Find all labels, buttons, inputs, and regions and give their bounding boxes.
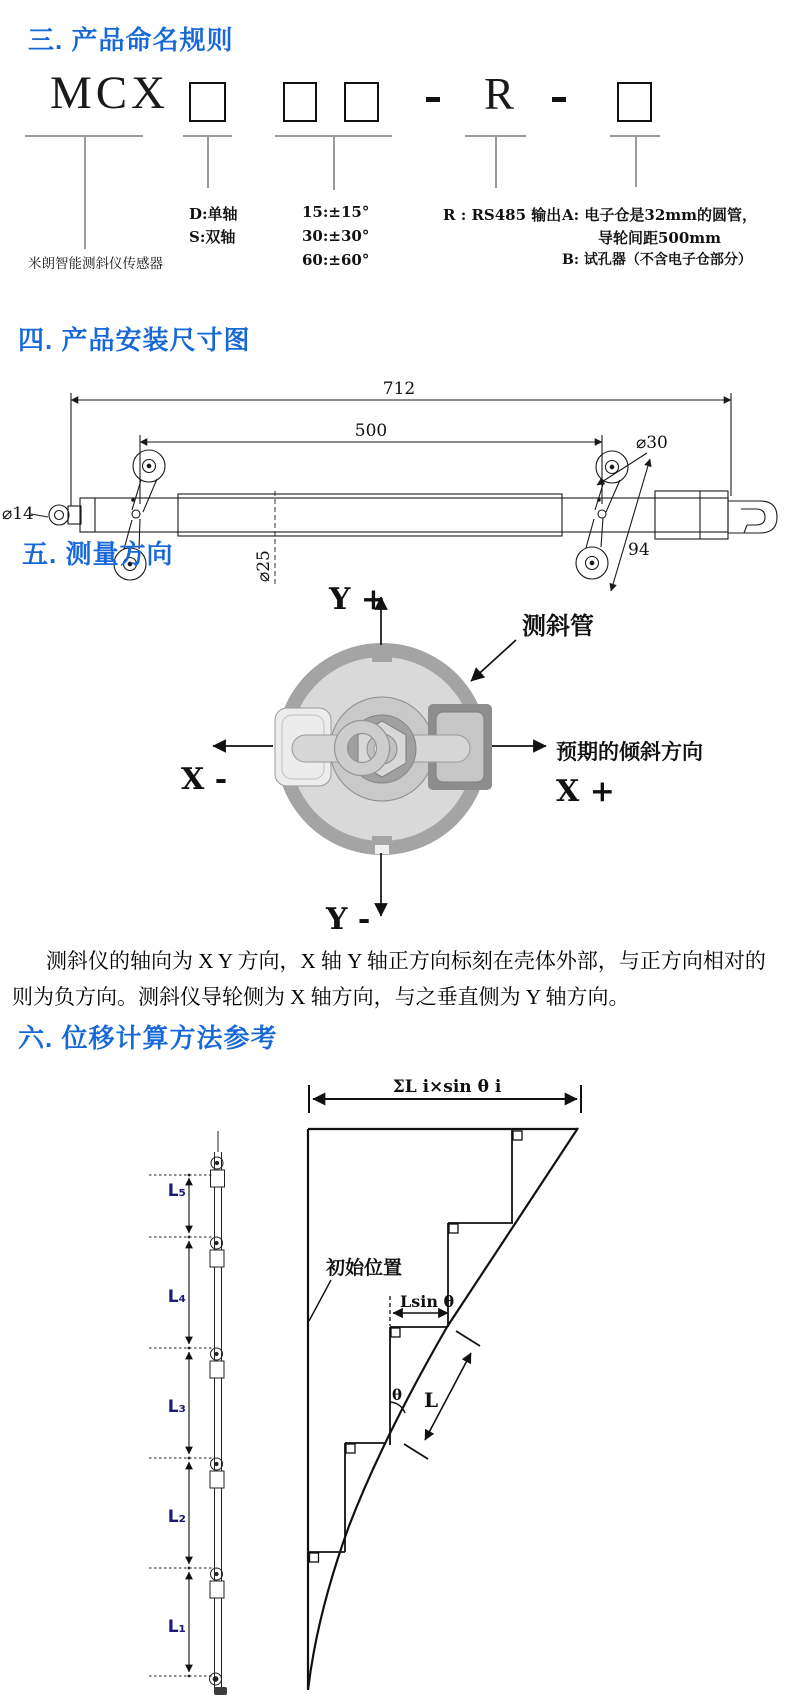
axis-label-y-minus: Y - — [326, 902, 371, 937]
section-naming — [0, 0, 790, 285]
dash-separator-2 — [552, 97, 566, 102]
segment-label-5: L₅ — [167, 1181, 186, 1201]
inclinometer-cross-section — [275, 643, 492, 855]
staircase-figure — [308, 1128, 578, 1690]
segment-label-3: L₃ — [167, 1397, 186, 1417]
legend-range-60: 60:±60° — [302, 251, 370, 269]
guide-wheel-top-left — [132, 450, 165, 518]
initial-position-label: 初始位置 — [326, 1258, 403, 1279]
legend-variant-a2: 导轮间距500mm — [598, 229, 722, 247]
connector-v-variant — [635, 135, 637, 187]
theta-label: θ — [392, 1386, 403, 1404]
code-box-axis — [189, 82, 226, 122]
expected-tilt-label: 预期的倾斜方向 — [556, 741, 703, 764]
dim-wheel-diameter: ⌀30 — [636, 433, 668, 453]
paragraph-line-2: 则为负方向。测斜仪导轮侧为 X 轴方向，与之垂直侧为 Y 轴方向。 — [12, 985, 630, 1009]
legend-axis-dual: S:双轴 — [189, 228, 236, 246]
axis-label-x-minus: X - — [181, 762, 228, 797]
legend-variant-b: B: 试孔器（不含电子仓部分） — [562, 252, 752, 268]
dim-eye-diameter: ⌀14 — [2, 504, 34, 524]
connector-v-range — [333, 135, 335, 190]
dim-wheel-span: 500 — [354, 421, 388, 441]
l-label: L — [424, 1388, 439, 1412]
right-angle-markers — [310, 1131, 523, 1562]
axis-label-y-plus: Y + — [329, 582, 386, 617]
legend-output: R : RS485 输出 — [443, 206, 562, 224]
probe-chain — [149, 1131, 227, 1695]
legend-range-15: 15:±15° — [302, 203, 370, 221]
guide-wheel-bottom-right — [576, 518, 608, 579]
code-box-range-1 — [283, 82, 317, 122]
section-displacement-title: 六. 位移计算方法参考 — [18, 1023, 278, 1053]
dim-overall-length: 712 — [382, 379, 416, 399]
guide-wheel-top-right — [595, 451, 628, 518]
connector-v-model — [84, 135, 86, 249]
connector-v-axis — [207, 135, 209, 188]
segment-label-4: L₄ — [167, 1287, 186, 1307]
legend-axis-single: D:单轴 — [189, 205, 238, 223]
code-box-variant — [617, 82, 652, 122]
connector-v-output — [495, 135, 497, 188]
displacement-diagram — [0, 1060, 790, 1698]
code-box-range-2 — [344, 82, 379, 122]
sum-formula-label: ΣL i×sin θ i — [392, 1077, 502, 1097]
section-direction-title: 五. 测量方向 — [22, 539, 174, 569]
code-output: R — [484, 69, 519, 119]
paragraph-line-1: 测斜仪的轴向为 X Y 方向，X 轴 Y 轴正方向标刻在壳体外部，与正方向相对的 — [46, 949, 766, 973]
dim-tube-diameter: ⌀25 — [254, 550, 274, 582]
segment-label-1: L₁ — [167, 1617, 186, 1637]
legend-variant-a1: A: 电子仓是32mm的圆管， — [562, 206, 758, 224]
segment-label-2: L₂ — [167, 1507, 186, 1527]
tilted-tube-line — [308, 1128, 578, 1690]
legend-range-30: 30:±30° — [302, 227, 370, 245]
lsin-label: Lsin θ — [400, 1292, 455, 1311]
tube-callout-label: 测斜管 — [522, 613, 594, 640]
legend-base: 米朗智能测斜仪传感器 — [28, 256, 163, 272]
direction-diagram — [0, 576, 790, 942]
direction-paragraph — [12, 943, 790, 1015]
section-install-title: 四. 产品安装尺寸图 — [18, 325, 251, 355]
dash-separator-1 — [426, 97, 440, 102]
model-prefix: MCX — [50, 67, 170, 119]
dim-wheel-offset: 94 — [628, 540, 650, 560]
axis-label-x-plus: X + — [556, 774, 615, 809]
section-naming-title: 三. 产品命名规则 — [28, 25, 234, 55]
level-ticks — [149, 1175, 212, 1676]
